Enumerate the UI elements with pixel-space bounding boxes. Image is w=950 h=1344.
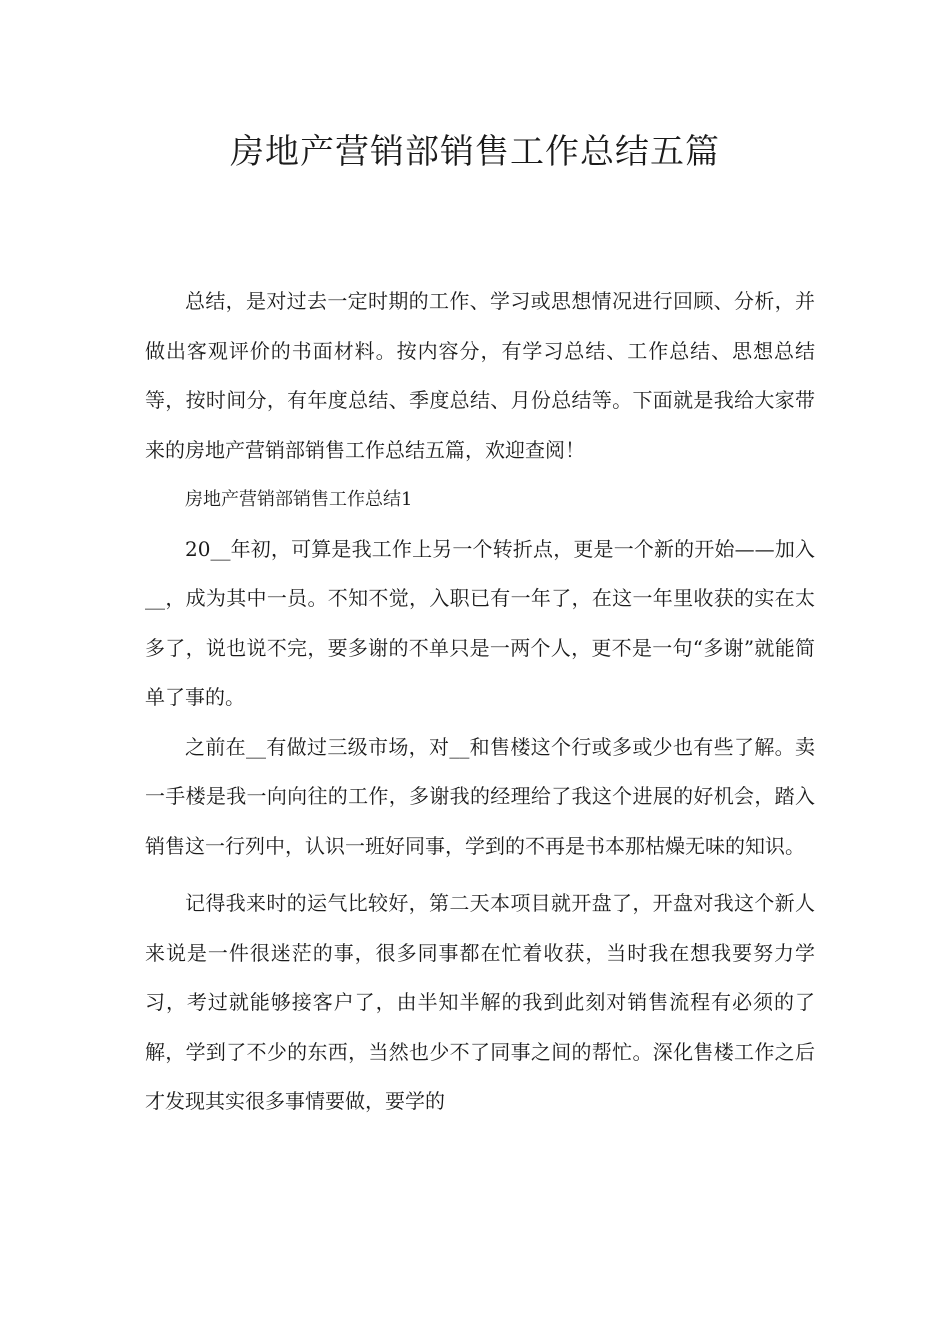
section-heading: 房地产营销部销售工作总结1 [185, 489, 413, 510]
body-paragraph: 记得我来时的运气比较好，第二天本项目就开盘了，开盘对我这个新人来说是一件很迷茫的事，很多同事都在忙着收获，当时我在想我要努力学习，考过就能够接客户了，由半知半解的我到此刻对销售流程有必须的了解，学到了不少的东西，当然也少不了同事之间的帮忙。深化售楼工作之后才发现其实很多事情要做，要学的 [145, 891, 815, 1113]
document-body [145, 277, 815, 1127]
body-paragraph: 之前在__有做过三级市场，对__和售楼这个行或多或少也有些了解。卖一手楼是我一向向往的工作，多谢我的经理给了我这个进展的好机会，踏入销售这一行列中，认识一班好同事，学到的不再是书本那枯燥无味的知识。 [145, 734, 815, 858]
intro-paragraph: 总结，是对过去一定时期的工作、学习或思想情况进行回顾、分析，并做出客观评价的书面材料。按内容分，有学习总结、工作总结、思想总结等，按时间分，有年度总结、季度总结、月份总结等。下面就是我给大家带来的房地产营销部销售工作总结五篇，欢迎查阅！ [145, 289, 815, 462]
body-paragraph: 20__年初，可算是我工作上另一个转折点，更是一个新的开始——加入__，成为其中一员。不知不觉，入职已有一年了，在这一年里收获的实在太多了，说也说不完，要多谢的不单只是一两个人，更不是一句“多谢”就能简单了事的。 [145, 536, 815, 709]
document-title: 房地产营销部销售工作总结五篇 [230, 132, 720, 172]
